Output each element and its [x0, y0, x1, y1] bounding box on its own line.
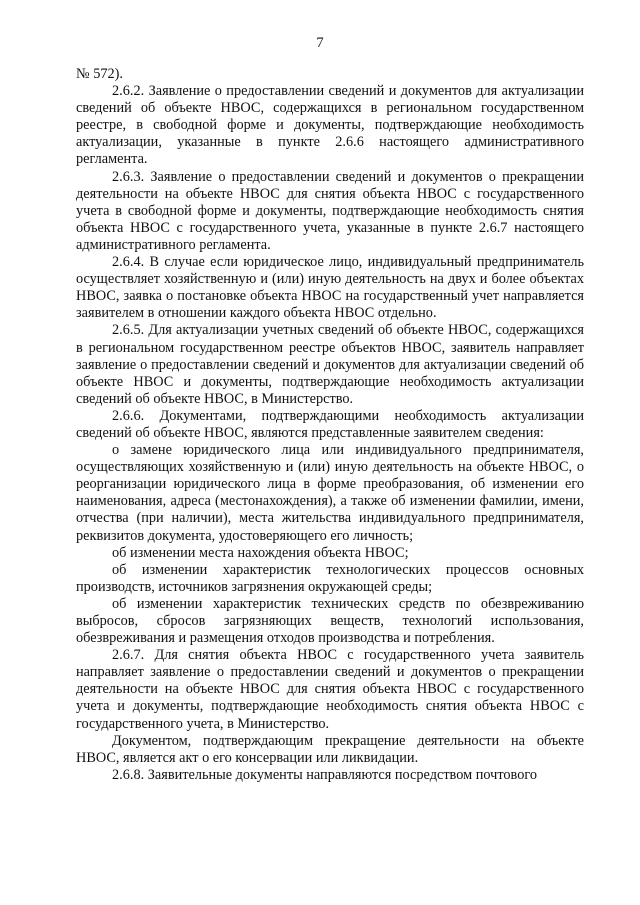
paragraph-2-6-3: 2.6.3. Заявление о предоставлении сведений и документов о прекращении деятельности на объекте НВОС для снятия объекта НВОС с государственного учета в свободной форме и документы, подтверждающие необходимость снятия объекта НВОС с государственного учета, указанные в пункте 2.6.7 настоящего административного регламента.: [76, 168, 584, 253]
paragraph-2-6-5: 2.6.5. Для актуализации учетных сведений об объекте НВОС, содержащихся в региональном государственном реестре объектов НВОС, заявитель направляет заявление о предоставлении сведений и документов для актуализации сведений об объекте НВОС и документы, подтверждающие необходимость актуализации сведений об объекте НВОС, в Министерство.: [76, 322, 584, 407]
paragraph-2-6-2: 2.6.2. Заявление о предоставлении сведений и документов для актуализации сведений об объекте НВОС, содержащихся в региональном государственном реестре, в свободной форме и документы, подтверждающие необходимость актуализации, указанные в пункте 2.6.6 настоящего административного регламента.: [76, 83, 584, 168]
list-item-technical-means: об изменении характеристик технических средств по обезвреживанию выбросов, сбросов загрязняющих веществ, технологий использования, обезвреживания и размещения отходов производства и потребления.: [76, 595, 584, 647]
list-item-replacement: о замене юридического лица или индивидуального предпринимателя, осуществляющих хозяйственную и (или) иную деятельность на объекте НВОС, о реорганизации юридического лица в форме преобразования, об изменении его наименования, адреса (местонахождения), а также об изменении фамилии, имени, отчества (при наличии), места жительства индивидуального предпринимателя, реквизитов документа, удостоверяющего его личность;: [76, 442, 584, 544]
paragraph-2-6-8: 2.6.8. Заявительные документы направляются посредством почтового: [112, 766, 537, 783]
paragraph-2-6-4: 2.6.4. В случае если юридическое лицо, индивидуальный предприниматель осуществляет хозяйственную и (или) иную деятельность на двух и более объектах НВОС, заявка о постановке объекта НВОС на государственный учет направляется заявителем в отношении каждого объекта НВОС отдельно.: [76, 254, 584, 322]
paragraph-continuation: № 572).: [76, 66, 123, 82]
list-item-processes: об изменении характеристик технологических процессов основных производств, источников загрязнения окружающей среды;: [76, 561, 584, 595]
document-body: [76, 66, 584, 784]
paragraph-termination-document: Документом, подтверждающим прекращение деятельности на объекте НВОС, является акт о его консервации или ликвидации.: [76, 732, 584, 766]
paragraph-2-6-7: 2.6.7. Для снятия объекта НВОС с государственного учета заявитель направляет заявление о предоставлении сведений и документов о прекращении деятельности на объекте НВОС для снятия объекта НВОС с государственного учета и документы, подтверждающие необходимость снятия объекта НВОС с государственного учета, в Министерство.: [76, 647, 584, 732]
paragraph-2-6-6: 2.6.6. Документами, подтверждающими необходимость актуализации сведений об объекте НВОС, являются представленные заявителем сведения:: [76, 407, 584, 441]
list-item-location: об изменении места нахождения объекта НВОС;: [112, 544, 409, 561]
page-number: 7: [316, 35, 324, 51]
